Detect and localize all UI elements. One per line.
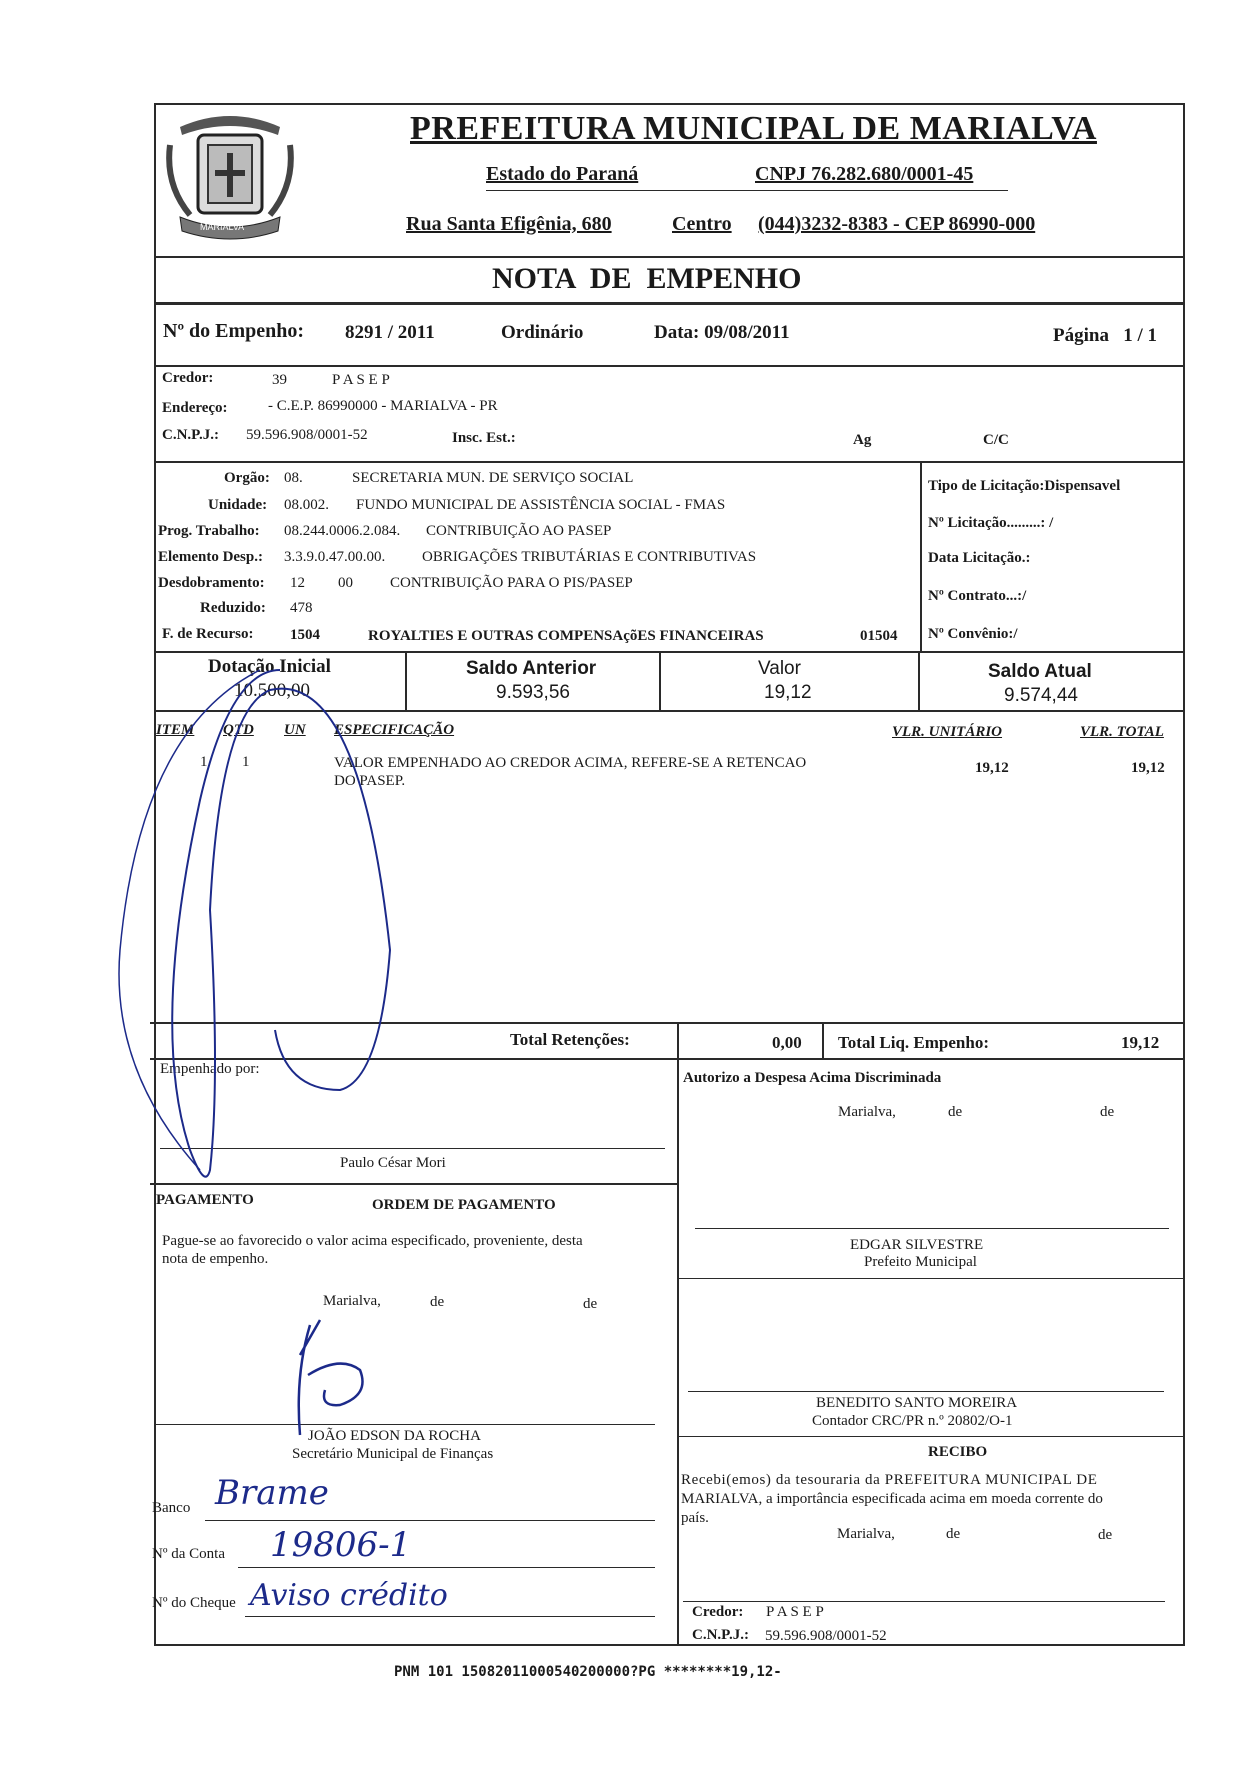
- tipo-licitacao: Tipo de Licitação:Dispensavel: [928, 478, 1121, 494]
- total-retencoes-label: Total Retenções:: [510, 1030, 630, 1049]
- valor-value: 19,12: [764, 682, 812, 703]
- cheque-handwritten: Aviso crédito: [250, 1578, 448, 1613]
- numero-licitacao: Nº Licitação.........: /: [928, 515, 1054, 531]
- item-total-value: 19,12: [1131, 760, 1165, 776]
- pague-text-line2: nota de empenho.: [162, 1251, 269, 1267]
- orgao-code: 08.: [284, 470, 303, 486]
- prefeito-name: EDGAR SILVESTRE: [850, 1237, 984, 1253]
- document-title: NOTA DE EMPENHO: [492, 262, 802, 295]
- saldo-atual-label: Saldo Atual: [988, 661, 1092, 682]
- desdobramento-desc: CONTRIBUIÇÃO PARA O PIS/PASEP: [390, 575, 633, 591]
- total-liquido-value: 19,12: [1121, 1033, 1160, 1052]
- footer-barcode-text: PNM 101 15082011000540200000?PG ********19,12-: [394, 1664, 782, 1680]
- cnpj-label: C.N.P.J.:: [162, 427, 219, 443]
- contador-role: Contador CRC/PR n.º 20802/O-1: [812, 1413, 1013, 1429]
- secretario-role: Secretário Municipal de Finanças: [292, 1446, 494, 1462]
- empenho-label: Nº do Empenho:: [163, 320, 305, 342]
- conta-label: Nº da Conta: [152, 1546, 225, 1562]
- col-header-especificacao: ESPECIFICAÇÃO: [334, 722, 455, 738]
- de-label-3a: de: [946, 1526, 961, 1542]
- credor-endereco: - C.E.P. 86990000 - MARIALVA - PR: [268, 398, 498, 414]
- pague-text-line1: Pague-se ao favorecido o valor acima especificado, proveniente, desta: [162, 1233, 583, 1249]
- saldo-atual-value: 9.574,44: [1004, 685, 1078, 706]
- pagamento-label: PAGAMENTO: [156, 1192, 254, 1208]
- state-name: Estado do Paraná: [486, 163, 639, 185]
- orgao-desc: SECRETARIA MUN. DE SERVIÇO SOCIAL: [352, 470, 634, 486]
- endereco-label: Endereço:: [162, 400, 228, 416]
- fonte-recurso-label: F. de Recurso:: [162, 626, 254, 642]
- credor-footer-name: P A S E P: [766, 1604, 824, 1620]
- fonte-recurso-code2: 01504: [860, 628, 898, 644]
- recibo-text-line2: MARIALVA, a importância especificada acima em moeda corrente do: [681, 1491, 1103, 1507]
- prefeito-role: Prefeito Municipal: [864, 1254, 977, 1270]
- empenho-number: 8291 / 2011: [345, 322, 435, 343]
- recibo-text-line1: Recebi(emos) da tesouraria da PREFEITURA MUNICIPAL DE: [681, 1472, 1098, 1488]
- handwritten-loop-mark: [110, 650, 440, 1190]
- marialva-label-2: Marialva,: [323, 1293, 381, 1309]
- recibo-label: RECIBO: [928, 1444, 988, 1460]
- conta-handwritten: 19806-1: [270, 1525, 412, 1565]
- secretario-signature: [280, 1315, 390, 1445]
- col-header-qtd: QTD: [223, 722, 254, 738]
- dotacao-inicial-value: 10.500,00: [234, 680, 310, 701]
- municipal-district: Centro: [672, 213, 732, 235]
- municipal-street: Rua Santa Efigênia, 680: [406, 213, 612, 235]
- secretario-name: JOÃO EDSON DA ROCHA: [308, 1428, 481, 1444]
- crest-banner-text: MARIALVA: [200, 222, 245, 232]
- numero-contrato: Nº Contrato...:/: [928, 588, 1027, 604]
- marialva-label-1: Marialva,: [838, 1104, 896, 1120]
- municipal-cnpj: CNPJ 76.282.680/0001-45: [755, 163, 974, 185]
- saldo-anterior-value: 9.593,56: [496, 682, 570, 703]
- numero-convenio: Nº Convênio:/: [928, 626, 1018, 642]
- credor-label: Credor:: [162, 370, 214, 386]
- municipality-title: PREFEITURA MUNICIPAL DE MARIALVA: [410, 110, 1097, 147]
- fonte-recurso-code: 1504: [290, 627, 320, 643]
- unidade-label: Unidade:: [208, 497, 268, 513]
- desdobramento-code1: 12: [290, 575, 305, 591]
- unidade-code: 08.002.: [284, 497, 329, 513]
- empenhado-por-label: Empenhado por:: [160, 1061, 260, 1077]
- credor-cnpj: 59.596.908/0001-52: [246, 427, 368, 443]
- marialva-label-3: Marialva,: [837, 1526, 895, 1542]
- credor-footer-label: Credor:: [692, 1604, 744, 1620]
- conta-corrente-label: C/C: [983, 432, 1009, 448]
- col-header-vlr-total: VLR. TOTAL: [1080, 724, 1164, 740]
- de-label-3b: de: [1098, 1527, 1113, 1543]
- fonte-recurso-desc: ROYALTIES E OUTRAS COMPENSAçõES FINANCEIRAS: [368, 628, 764, 644]
- municipal-phone-cep: (044)3232-8383 - CEP 86990-000: [758, 213, 1036, 235]
- autorizo-despesa-label: Autorizo a Despesa Acima Discriminada: [683, 1070, 942, 1086]
- prog-trabalho-desc: CONTRIBUIÇÃO AO PASEP: [426, 523, 612, 539]
- prog-trabalho-label: Prog. Trabalho:: [158, 523, 260, 539]
- empenho-type: Ordinário: [501, 322, 584, 343]
- contador-name: BENEDITO SANTO MOREIRA: [816, 1395, 1018, 1411]
- banco-handwritten: Brame: [215, 1473, 329, 1513]
- de-label-2a: de: [430, 1294, 445, 1310]
- total-liquido-label: Total Liq. Empenho:: [838, 1033, 989, 1052]
- item-spec-line1: VALOR EMPENHADO AO CREDOR ACIMA, REFERE-SE A RETENCAO: [334, 755, 807, 771]
- dotacao-inicial-label: Dotação Inicial: [208, 656, 331, 677]
- prog-trabalho-code: 08.244.0006.2.084.: [284, 523, 401, 539]
- elemento-label: Elemento Desp.:: [158, 549, 263, 565]
- credor-code: 39: [272, 372, 287, 388]
- col-header-un: UN: [284, 722, 306, 738]
- total-retencoes-value: 0,00: [772, 1033, 802, 1052]
- desdobramento-code2: 00: [338, 575, 353, 591]
- unidade-desc: FUNDO MUNICIPAL DE ASSISTÊNCIA SOCIAL - FMAS: [356, 497, 726, 513]
- banco-label: Banco: [152, 1500, 191, 1516]
- de-label-2b: de: [583, 1296, 598, 1312]
- valor-label: Valor: [758, 658, 801, 679]
- item-quantity: 1: [242, 754, 250, 770]
- elemento-code: 3.3.9.0.47.00.00.: [284, 549, 386, 565]
- de-label-1a: de: [948, 1104, 963, 1120]
- col-header-item: ITEM: [156, 722, 195, 738]
- de-label-1b: de: [1100, 1104, 1115, 1120]
- cnpj-footer-label: C.N.P.J.:: [692, 1627, 749, 1643]
- credor-name: P A S E P: [332, 372, 390, 388]
- page-number: Página 1 / 1: [1053, 325, 1157, 346]
- reduzido-code: 478: [290, 600, 313, 616]
- orgao-label: Orgão:: [224, 470, 270, 486]
- cheque-label: Nº do Cheque: [152, 1595, 236, 1611]
- item-spec-line2: DO PASEP.: [334, 773, 406, 789]
- cnpj-footer-value: 59.596.908/0001-52: [765, 1628, 887, 1644]
- elemento-desc: OBRIGAÇÕES TRIBUTÁRIAS E CONTRIBUTIVAS: [422, 549, 757, 565]
- agencia-label: Ag: [853, 432, 872, 448]
- reduzido-label: Reduzido:: [200, 600, 266, 616]
- ordem-pagamento-label: ORDEM DE PAGAMENTO: [372, 1197, 556, 1213]
- desdobramento-label: Desdobramento:: [158, 575, 265, 591]
- empenhado-por-name: Paulo César Mori: [340, 1155, 446, 1171]
- insc-est-label: Insc. Est.:: [452, 430, 516, 446]
- recibo-text-line3: país.: [681, 1510, 709, 1526]
- municipal-crest: [160, 105, 300, 250]
- saldo-anterior-label: Saldo Anterior: [466, 658, 597, 679]
- empenho-date: Data: 09/08/2011: [654, 322, 790, 343]
- data-licitacao: Data Licitação.:: [928, 550, 1031, 566]
- item-unit-value: 19,12: [975, 760, 1009, 776]
- item-number: 1: [200, 754, 208, 770]
- col-header-vlr-unitario: VLR. UNITÁRIO: [892, 724, 1003, 740]
